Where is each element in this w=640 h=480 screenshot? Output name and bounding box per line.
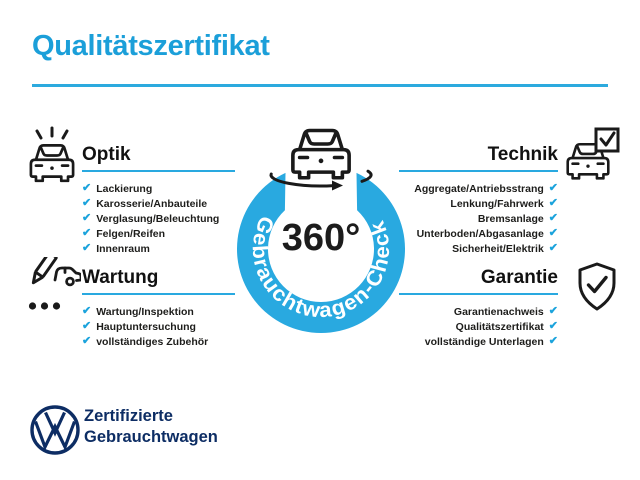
checklist-item-label: Aggregate/Antriebsstrang [414,182,544,195]
service-checklist-icon [25,257,81,315]
shield-check-icon [574,261,620,313]
checklist-item-label: vollständige Unterlagen [424,335,544,348]
checklist-item [328,241,558,256]
checklist-item-label: Karosserie/Anbauteile [96,197,208,210]
checklist-item [328,319,558,334]
checklist-item-label: Innenraum [96,242,150,255]
checklist-item-label: vollständiges Zubehör [96,335,209,348]
section-wartung-list [82,304,312,349]
check-icon: ✔ [82,242,92,254]
vw-logo-icon [29,404,81,456]
section-garantie-list [328,304,558,349]
check-icon: ✔ [82,320,92,332]
section-wartung-title: Wartung [82,267,235,295]
title-divider [32,84,608,87]
check-icon: ✔ [82,305,92,317]
checklist-item [82,196,312,211]
check-icon: ✔ [82,227,92,239]
checklist-item-label: Qualitätszertifikat [455,320,544,333]
brand-claim-line2: Gebrauchtwagen [84,428,218,446]
page-title: Qualitätszertifikat [32,30,270,62]
section-garantie-title: Garantie [399,267,558,295]
check-icon: ✔ [82,335,92,347]
checklist-item [328,196,558,211]
check-icon: ✔ [82,182,92,194]
check-icon: ✔ [548,227,558,239]
shine-rays [37,128,67,138]
brand-claim [84,406,218,448]
section-wartung [82,267,312,349]
checklist-item-label: Verglasung/Beleuchtung [96,212,220,225]
checklist-item [82,319,312,334]
check-icon: ✔ [82,212,92,224]
checklist-item-label: Wartung/Inspektion [96,305,194,318]
section-optik [82,144,312,256]
checklist-item [82,211,312,226]
section-garantie [328,267,558,349]
checklist-item-label: Lenkung/Fahrwerk [450,197,544,210]
check-icon: ✔ [548,212,558,224]
checklist-item-label: Garantienachweis [453,305,544,318]
checklist-item [328,304,558,319]
checklist-item [328,226,558,241]
check-icon: ✔ [548,335,558,347]
checkbox-icon [596,129,618,151]
checklist-item [82,304,312,319]
checklist-item-label: Felgen/Reifen [96,227,166,240]
checklist-item-label: Bremsanlage [477,212,544,225]
hub-value: 360° [281,217,361,259]
check-icon: ✔ [548,182,558,194]
section-technik [328,144,558,256]
check-icon: ✔ [548,320,558,332]
checklist-item [82,334,312,349]
checklist-item-label: Sicherheit/Elektrik [452,242,544,255]
checklist-item [82,181,312,196]
dots-icon [29,302,60,309]
checklist-item-label: Lackierung [96,182,153,195]
checklist-item [328,181,558,196]
section-optik-list [82,181,312,256]
car-front-icon [31,145,73,180]
brand-claim-line1: Zertifizierte [84,407,173,425]
checklist-item [82,226,312,241]
checklist-item-label: Unterboden/Abgasanlage [416,227,544,240]
section-technik-list [328,181,558,256]
checklist-item [328,334,558,349]
hub-ring-label: Gebrauchtwagen-Check [247,212,395,323]
checklist-item-label: Hauptuntersuchung [96,320,196,333]
section-technik-title: Technik [399,144,558,172]
checklist-item [328,211,558,226]
car-side-icon [55,268,81,285]
check-icon: ✔ [548,242,558,254]
section-optik-title: Optik [82,144,235,172]
check-icon: ✔ [548,197,558,209]
checklist-item [82,241,312,256]
shiny-car-icon [25,126,79,188]
check-icon: ✔ [548,305,558,317]
pencil-icon [30,257,57,285]
check-icon: ✔ [82,197,92,209]
car-checkbox-icon [562,127,620,189]
